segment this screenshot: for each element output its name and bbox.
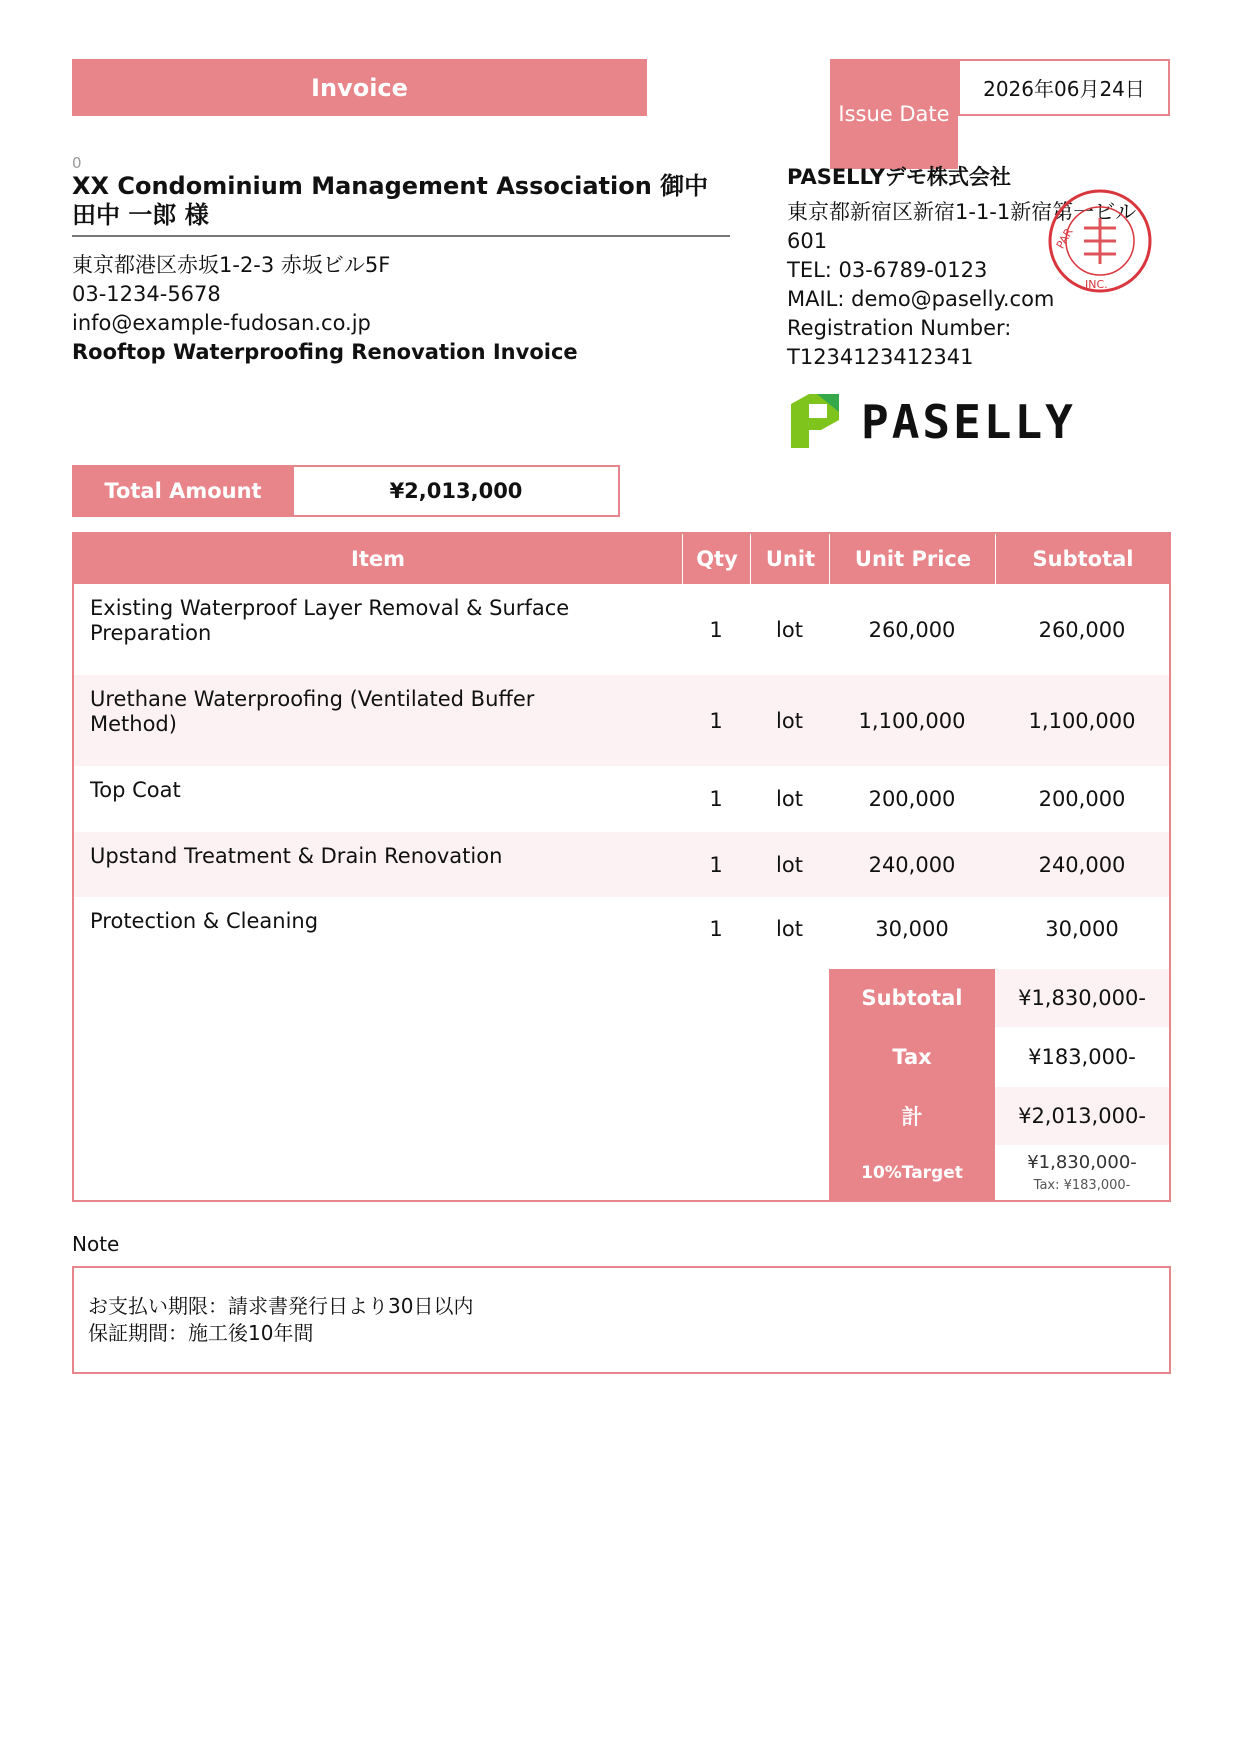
items-table (72, 532, 1171, 1202)
invoice-title: Invoice (72, 59, 647, 116)
issue-date-label: Issue Date (830, 59, 958, 169)
registration-label: Registration Number: (787, 316, 1012, 340)
row-unit: lot (776, 852, 803, 877)
header-qty: Qty (682, 534, 751, 584)
note-line: 保証期間：施工後10年間 (88, 1321, 314, 1345)
invoice-subject: Rooftop Waterproofing Renovation Invoice (72, 340, 578, 364)
summary-target-cell (995, 1145, 1169, 1200)
note-label: Note (72, 1232, 120, 1256)
note-line: お支払い期限：請求書発行日より30日以内 (88, 1294, 474, 1318)
recipient-name: XX Condominium Management Association 御中 田中 一郎 様 (72, 172, 709, 229)
table-row (74, 584, 1169, 675)
row-subtotal: 1,100,000 (1028, 708, 1136, 733)
total-amount-label: Total Amount (72, 465, 294, 517)
recipient-underline (72, 235, 730, 237)
table-row (74, 675, 1169, 766)
row-qty: 1 (709, 708, 723, 733)
row-subtotal: 200,000 (1038, 787, 1126, 811)
paselly-logo (787, 390, 1117, 450)
summary-target-tax: Tax: ¥183,000- (1033, 1178, 1131, 1193)
summary-tax-label: Tax (829, 1027, 995, 1087)
header-item: Item (351, 547, 405, 571)
table-row (74, 832, 1169, 897)
row-item: Urethane Waterproofing (Ventilated Buffer Method) (90, 687, 535, 736)
row-subtotal: 240,000 (1038, 852, 1126, 877)
row-subtotal: 30,000 (1045, 917, 1119, 941)
summary-total-label: 計 (829, 1087, 995, 1145)
recipient-email: info@example-fudosan.co.jp (72, 311, 371, 335)
row-qty: 1 (709, 917, 723, 941)
row-item: Top Coat (90, 778, 181, 802)
recipient-phone: 03-1234-5678 (72, 282, 221, 306)
total-amount-value: ¥2,013,000 (292, 465, 620, 517)
summary-target-value: ¥1,830,000- (1027, 1152, 1137, 1173)
row-unit: lot (776, 787, 803, 811)
row-subtotal: 260,000 (1038, 617, 1126, 642)
row-item: Existing Waterproof Layer Removal & Surface Preparation (90, 596, 570, 645)
registration-number: T1234123412341 (787, 345, 974, 369)
summary-tax-value: ¥183,000- (995, 1027, 1169, 1087)
row-qty: 1 (709, 787, 723, 811)
document-number: 0 (72, 154, 82, 172)
issue-date-value: 2026年06月24日 (958, 59, 1170, 116)
row-unit-price: 260,000 (868, 617, 956, 642)
table-header (74, 534, 1169, 584)
svg-text:PASELLY: PASELLY (861, 395, 1076, 449)
row-item: Protection & Cleaning (90, 909, 319, 933)
summary-subtotal-value: ¥1,830,000- (995, 969, 1169, 1027)
row-unit: lot (776, 617, 803, 642)
recipient-details (72, 251, 578, 367)
summary-total-value: ¥2,013,000- (995, 1087, 1169, 1145)
summary-subtotal-label: Subtotal (829, 969, 995, 1027)
row-unit-price: 30,000 (875, 917, 949, 941)
row-unit-price: 1,100,000 (858, 708, 966, 733)
header-subtotal: Subtotal (995, 534, 1170, 584)
header-unit-price: Unit Price (829, 534, 996, 584)
header-unit: Unit (750, 534, 830, 584)
issuer-name: PASELLYデモ株式会社 (787, 165, 1011, 189)
row-unit: lot (776, 917, 803, 941)
issuer-address: 東京都新宿区新宿1-1-1新宿第一ビル 601 (787, 200, 1137, 253)
row-qty: 1 (709, 617, 723, 642)
row-qty: 1 (709, 852, 723, 877)
row-unit: lot (776, 708, 803, 733)
recipient-address: 東京都港区赤坂1-2-3 赤坂ビル5F (72, 253, 391, 277)
row-unit-price: 240,000 (868, 852, 956, 877)
issuer-tel: TEL: 03-6789-0123 (787, 258, 988, 282)
summary-target-label: 10%Target (829, 1145, 995, 1200)
issuer-mail: MAIL: demo@paselly.com (787, 287, 1055, 311)
note-box (72, 1266, 1171, 1374)
table-row (74, 897, 1169, 961)
table-row (74, 766, 1169, 832)
row-item: Upstand Treatment & Drain Renovation (90, 844, 503, 868)
svg-text:INC.: INC. (1085, 278, 1108, 291)
company-seal-stamp (1047, 188, 1153, 294)
row-unit-price: 200,000 (868, 787, 956, 811)
svg-text:PAR: PAR (1053, 226, 1076, 251)
